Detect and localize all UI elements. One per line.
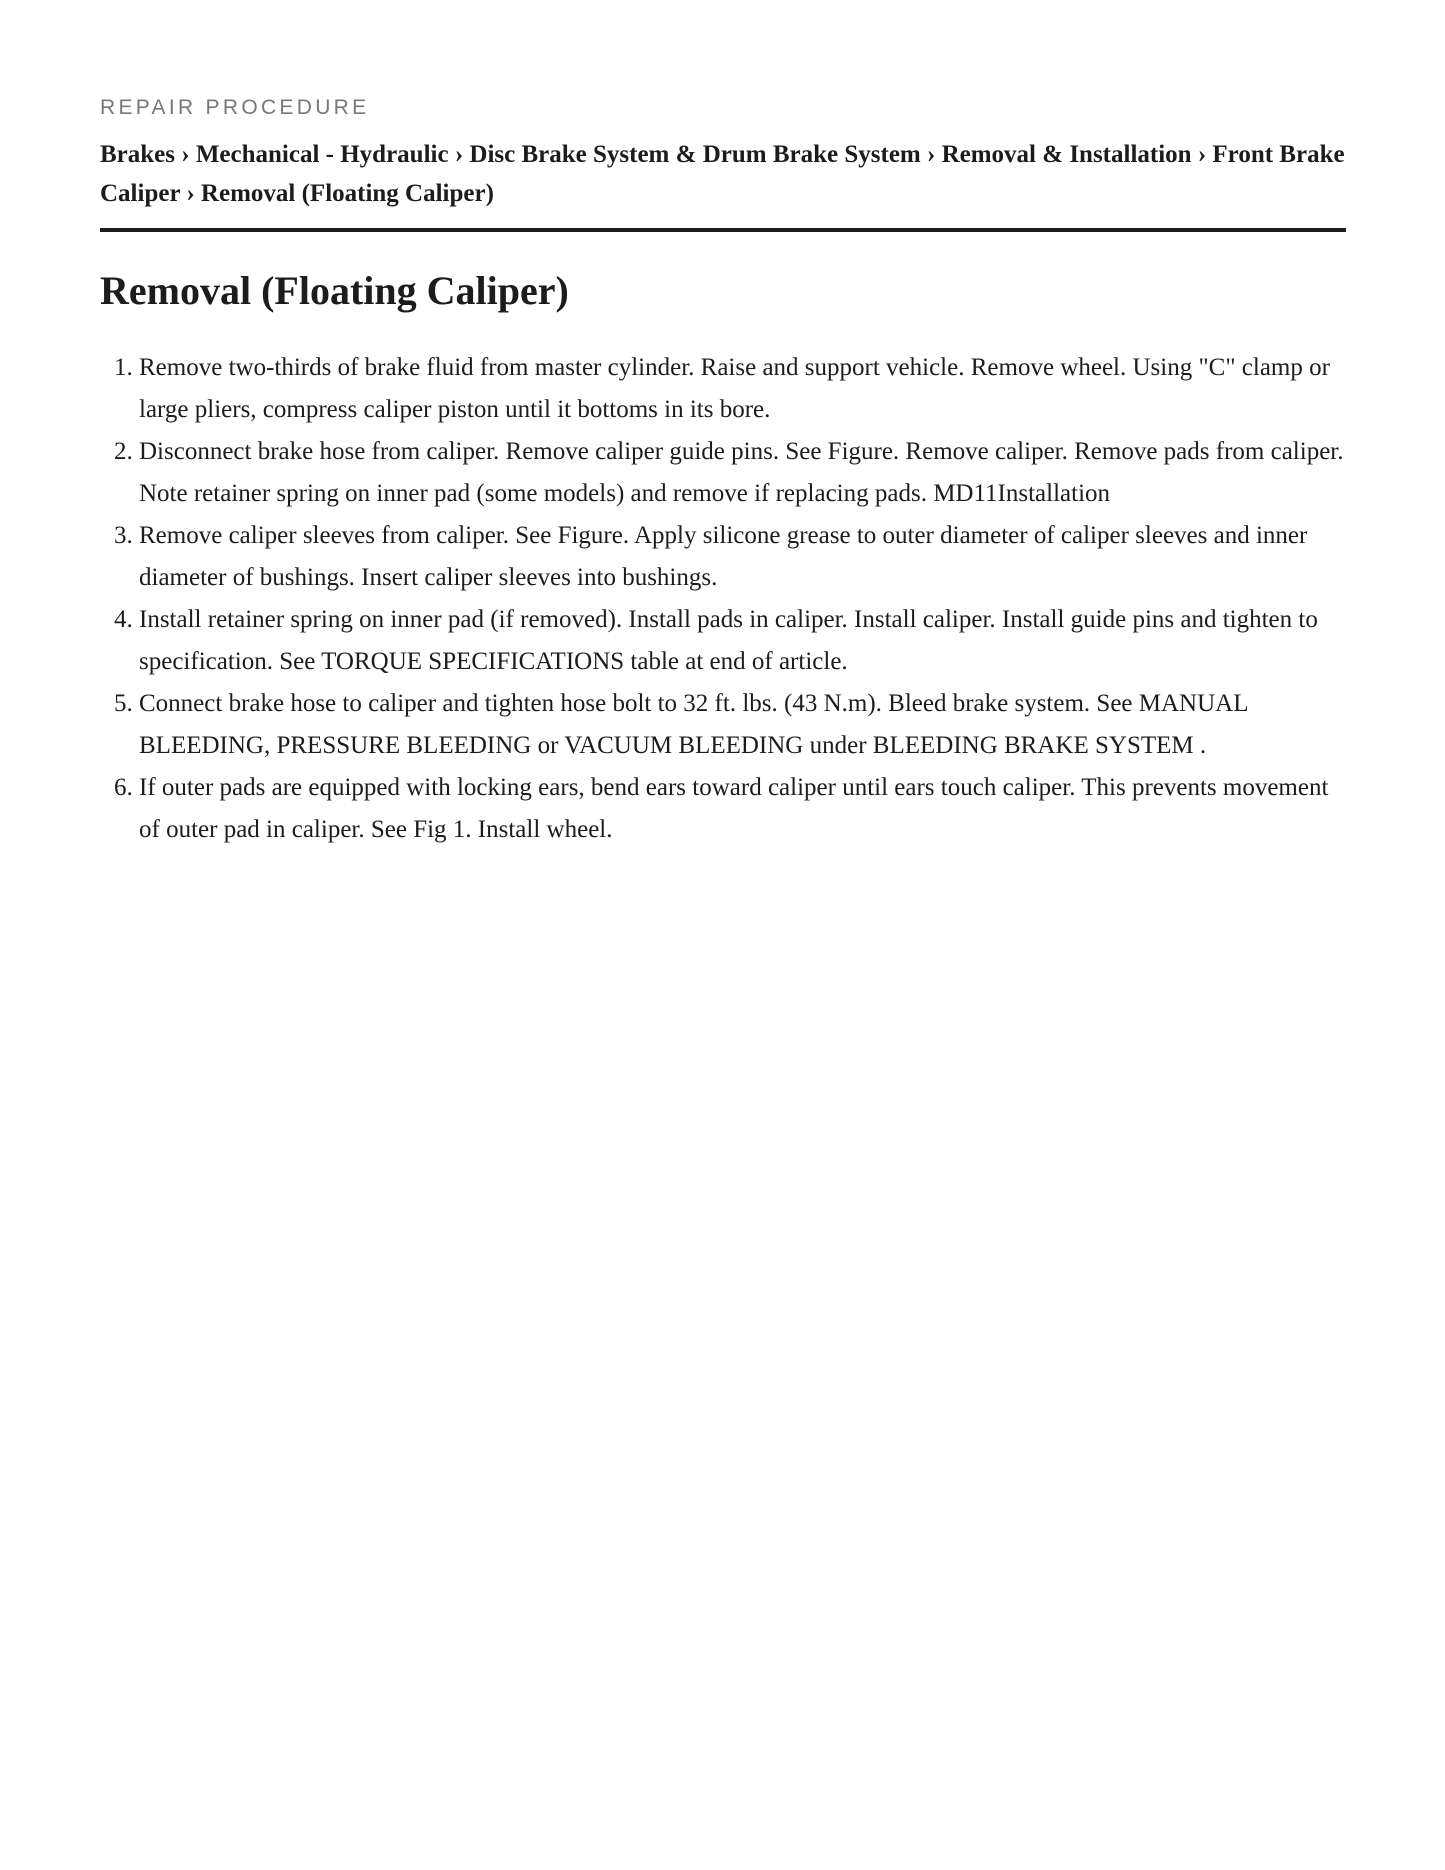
breadcrumb-separator: › bbox=[1197, 141, 1213, 168]
procedure-step-1: 1. Remove two-thirds of brake fluid from master cylinder. Raise and support vehicle. Remove wheel. Using "C" clamp or large pliers, compress caliper piston until it bottoms in its bore. bbox=[139, 347, 1350, 431]
procedure-step-6: 6. If outer pads are equipped with locking ears, bend ears toward caliper until ears touch caliper. This prevents movement of outer pad in caliper. See Fig 1. Install wheel. bbox=[139, 767, 1350, 851]
breadcrumb-item-disc-drum-brake-system[interactable]: Disc Brake System & Drum Brake System bbox=[469, 141, 921, 168]
breadcrumb-item-current-page: Removal (Floating Caliper) bbox=[200, 180, 494, 207]
breadcrumb-separator: › bbox=[181, 141, 196, 168]
breadcrumb-item-removal-installation[interactable]: Removal & Installation bbox=[941, 141, 1192, 168]
breadcrumb-item-front-brake-caliper[interactable]: Front Brake Caliper bbox=[100, 141, 1345, 207]
header-divider bbox=[100, 228, 1346, 232]
breadcrumb-item-brakes[interactable]: Brakes bbox=[100, 141, 175, 168]
breadcrumb-separator: › bbox=[454, 141, 470, 168]
page-title: Removal (Floating Caliper) bbox=[100, 268, 569, 313]
procedure-step-4: 4. Install retainer spring on inner pad (if removed). Install pads in caliper. Install caliper. Install guide pins and tighten to specification. See TORQUE SPECIFICATIONS table at end of article. bbox=[139, 599, 1350, 683]
section-kicker: REPAIR PROCEDURE bbox=[100, 96, 370, 119]
breadcrumb-item-mechanical-hydraulic[interactable]: Mechanical - Hydraulic bbox=[195, 141, 449, 168]
breadcrumb-separator: › bbox=[186, 180, 201, 207]
breadcrumb bbox=[100, 135, 1346, 213]
procedure-step-5: 5. Connect brake hose to caliper and tighten hose bolt to 32 ft. lbs. (43 N.m). Bleed brake system. See MANUAL BLEEDING, PRESSURE BLEEDING or VACUUM BLEEDING under BLEEDING BRAKE SYSTEM . bbox=[139, 683, 1350, 767]
procedure-steps bbox=[100, 347, 1350, 851]
procedure-step-3: 3. Remove caliper sleeves from caliper. See Figure. Apply silicone grease to outer diameter of caliper sleeves and inner diameter of bushings. Insert caliper sleeves into bushings. bbox=[139, 515, 1350, 599]
breadcrumb-separator: › bbox=[927, 141, 942, 168]
procedure-step-2: 2. Disconnect brake hose from caliper. Remove caliper guide pins. See Figure. Remove caliper. Remove pads from caliper. Note retainer spring on inner pad (some models) and remove if replacing pads. MD11Installation bbox=[139, 431, 1350, 515]
